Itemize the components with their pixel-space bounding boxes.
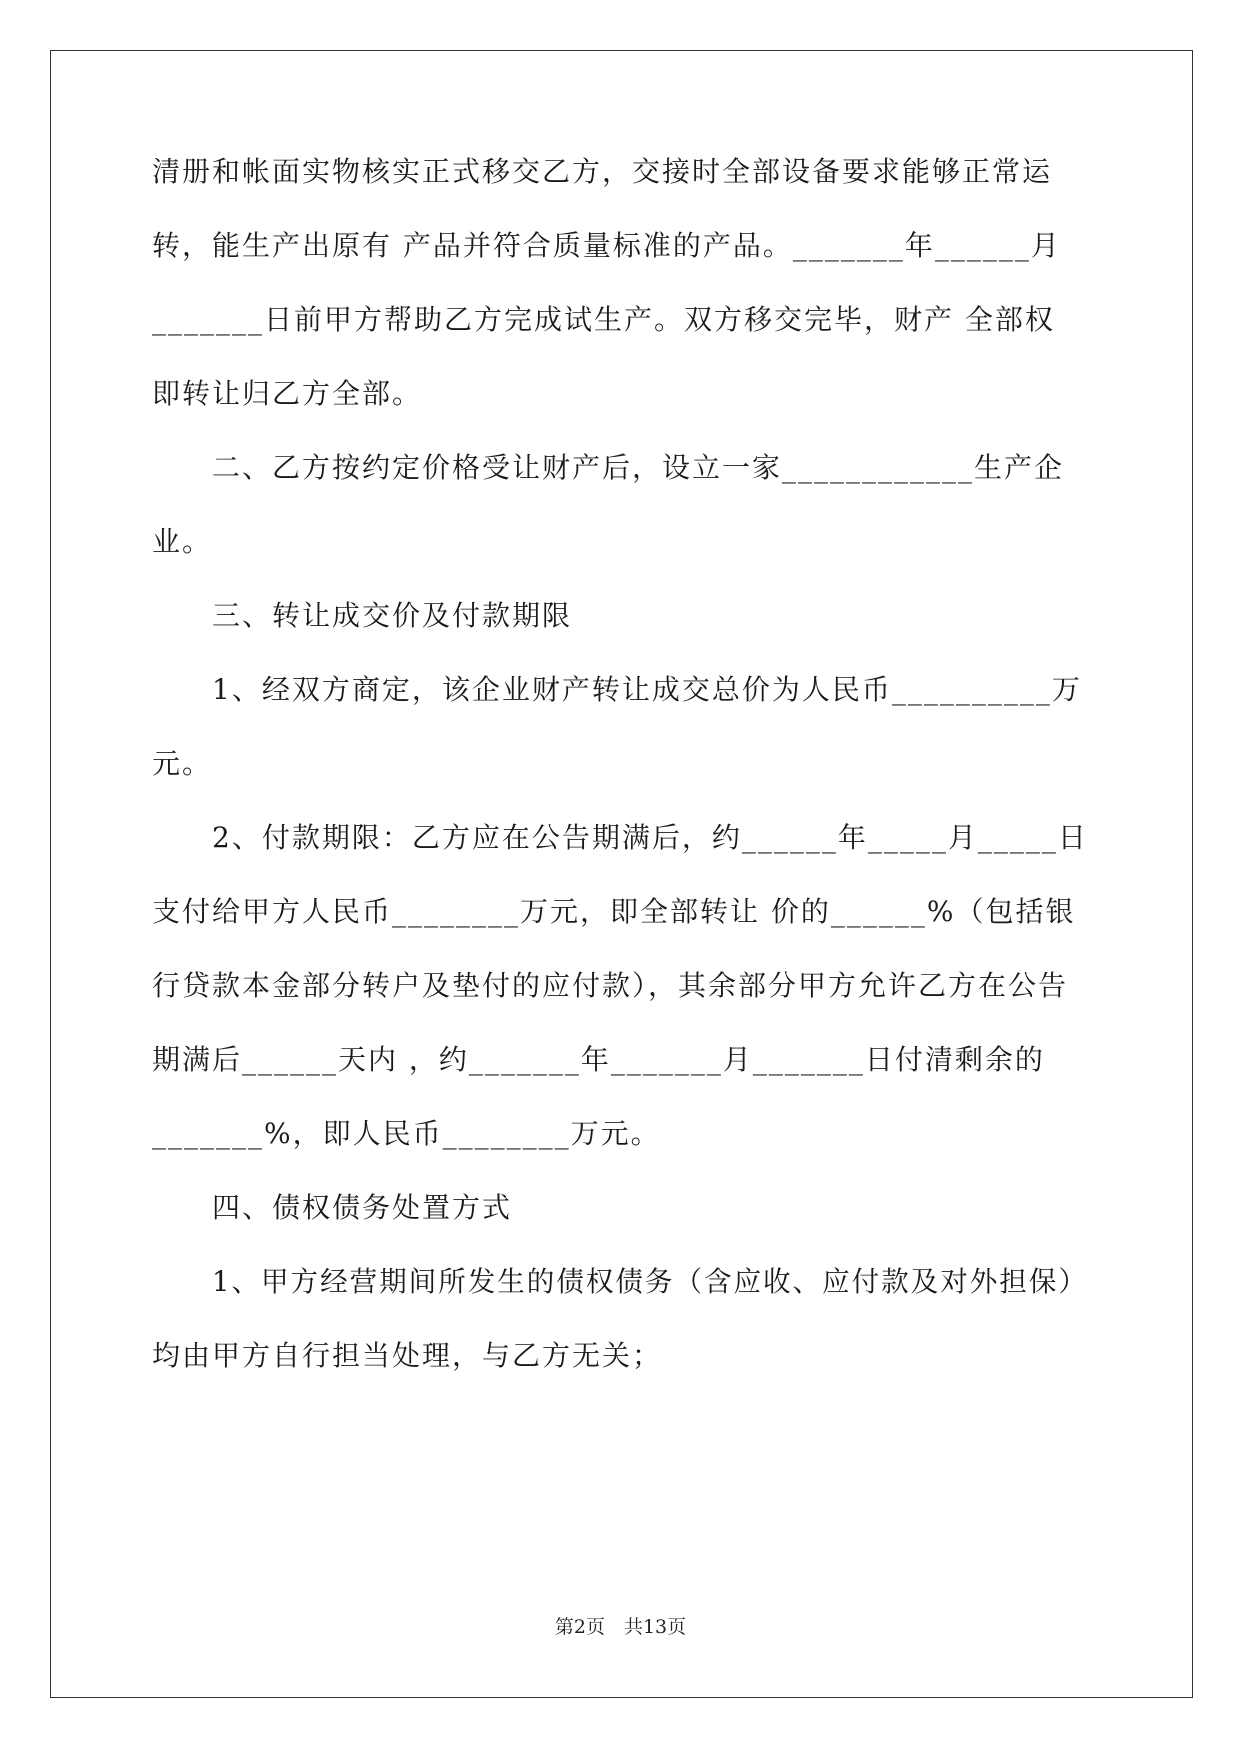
- text-line-11: 支付给甲方人民币________万元，即全部转让 价的______%（包括银: [152, 895, 1076, 928]
- text-line-2: 转，能生产出原有 产品并符合质量标准的产品。_______年______月: [152, 229, 1061, 262]
- text-line-17: 均由甲方自行担当处理，与乙方无关；: [152, 1339, 663, 1372]
- text-line-4: 即转让归乙方全部。: [152, 377, 423, 410]
- text-line-9: 元。: [152, 747, 213, 780]
- page-border: [50, 50, 1193, 1698]
- text-line-8: 1、经双方商定，该企业财产转让成交总价为人民币__________万: [212, 673, 1082, 706]
- text-line-12: 行贷款本金部分转户及垫付的应付款），其余部分甲方允许乙方在公告: [152, 969, 1069, 1002]
- text-line-6: 业。: [152, 525, 213, 558]
- text-line-10: 2、付款期限：乙方应在公告期满后，约______年_____月_____日: [212, 821, 1088, 854]
- page-number-footer: 第2页 共13页: [554, 1616, 687, 1638]
- section-heading-3: 三、转让成交价及付款期限: [212, 599, 573, 632]
- text-line-14: _______%，即人民币________万元。: [152, 1117, 661, 1150]
- text-line-5: 二、乙方按约定价格受让财产后，设立一家____________生产企: [212, 451, 1065, 484]
- text-line-3: _______日前甲方帮助乙方完成试生产。双方移交完毕，财产 全部权: [152, 303, 1055, 336]
- text-line-16: 1、甲方经营期间所发生的债权债务（含应收、应付款及对外担保）: [212, 1265, 1088, 1298]
- text-line-13: 期满后______天内 ，约_______年_______月_______日付清剩余的: [152, 1043, 1045, 1076]
- text-line-1: 清册和帐面实物核实正式移交乙方，交接时全部设备要求能够正常运: [152, 155, 1053, 188]
- section-heading-4: 四、债权债务处置方式: [212, 1191, 513, 1224]
